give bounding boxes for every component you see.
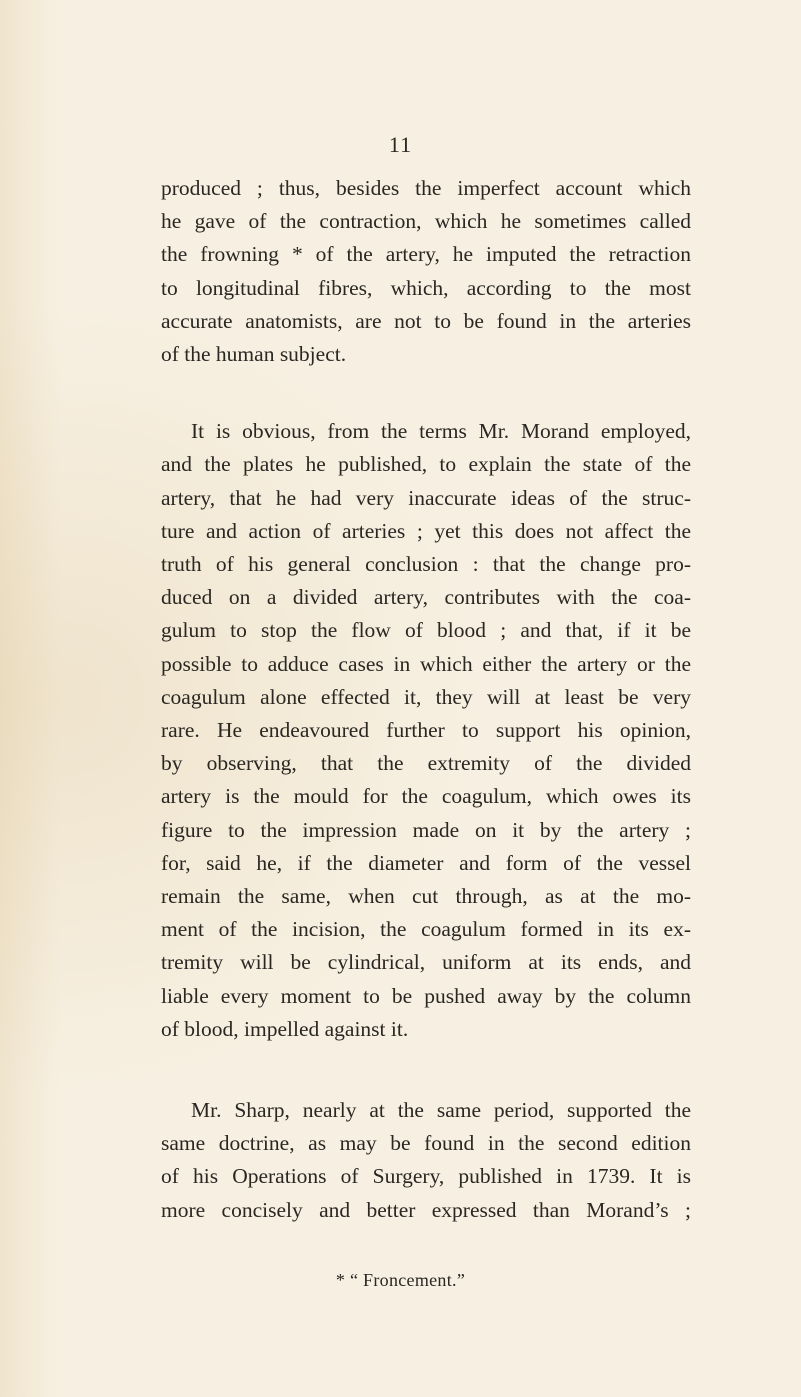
text-line: and the plates he published, to explain the state of the [161,452,691,477]
paragraph-3 [161,1094,691,1227]
text-line: truth of his general conclusion : that the change pro- [161,552,691,577]
text-line: of blood, impelled against it. [161,1016,409,1041]
text-line: It is obvious, from the terms Mr. Morand employed, [191,419,691,444]
text-line: coagulum alone effected it, they will at least be very [161,684,691,709]
text-line: possible to adduce cases in which either the artery or the [161,651,691,676]
text-line: same doctrine, as may be found in the second edition [161,1131,691,1156]
text-line: tremity will be cylindrical, uniform at its ends, and [161,950,691,975]
text-line: more concisely and better expressed than Morand’s ; [161,1197,691,1222]
text-line: rare. He endeavoured further to support his opinion, [161,718,691,743]
text-line: liable every moment to be pushed away by the column [161,983,691,1008]
text-line: ture and action of arteries ; yet this does not affect the [161,518,691,543]
text-line: artery is the mould for the coagulum, which owes its [161,784,691,809]
text-line: of the human subject. [161,342,347,367]
text-line: figure to the impression made on it by the artery ; [161,817,691,842]
paragraph-1 [161,172,691,371]
text-line: the frowning * of the artery, he imputed the retraction [161,242,691,267]
text-line: for, said he, if the diameter and form of the vessel [161,850,691,875]
text-line: of his Operations of Surgery, published in 1739. It is [161,1164,691,1189]
text-line: Mr. Sharp, nearly at the same period, supported the [191,1098,691,1123]
text-line: ment of the incision, the coagulum formed in its ex- [161,917,691,942]
text-line: to longitudinal fibres, which, according to the most [161,275,691,300]
text-line: gulum to stop the flow of blood ; and that, if it be [161,618,691,643]
text-line: duced on a divided artery, contributes with the coa- [161,585,691,610]
paragraph-2 [161,415,691,1046]
text-line: accurate anatomists, are not to be found in the arteries [161,308,691,333]
body-text [161,172,691,1227]
text-line: he gave of the contraction, which he sometimes called [161,209,691,234]
text-line: produced ; thus, besides the imperfect account which [161,176,691,200]
page-number: 11 [388,132,413,157]
text-line: by observing, that the extremity of the divided [161,751,691,776]
text-line: artery, that he had very inaccurate ideas of the struc- [161,485,691,510]
text-line: remain the same, when cut through, as at the mo- [161,884,691,909]
footnote: * “ Froncement.” [335,1270,466,1290]
